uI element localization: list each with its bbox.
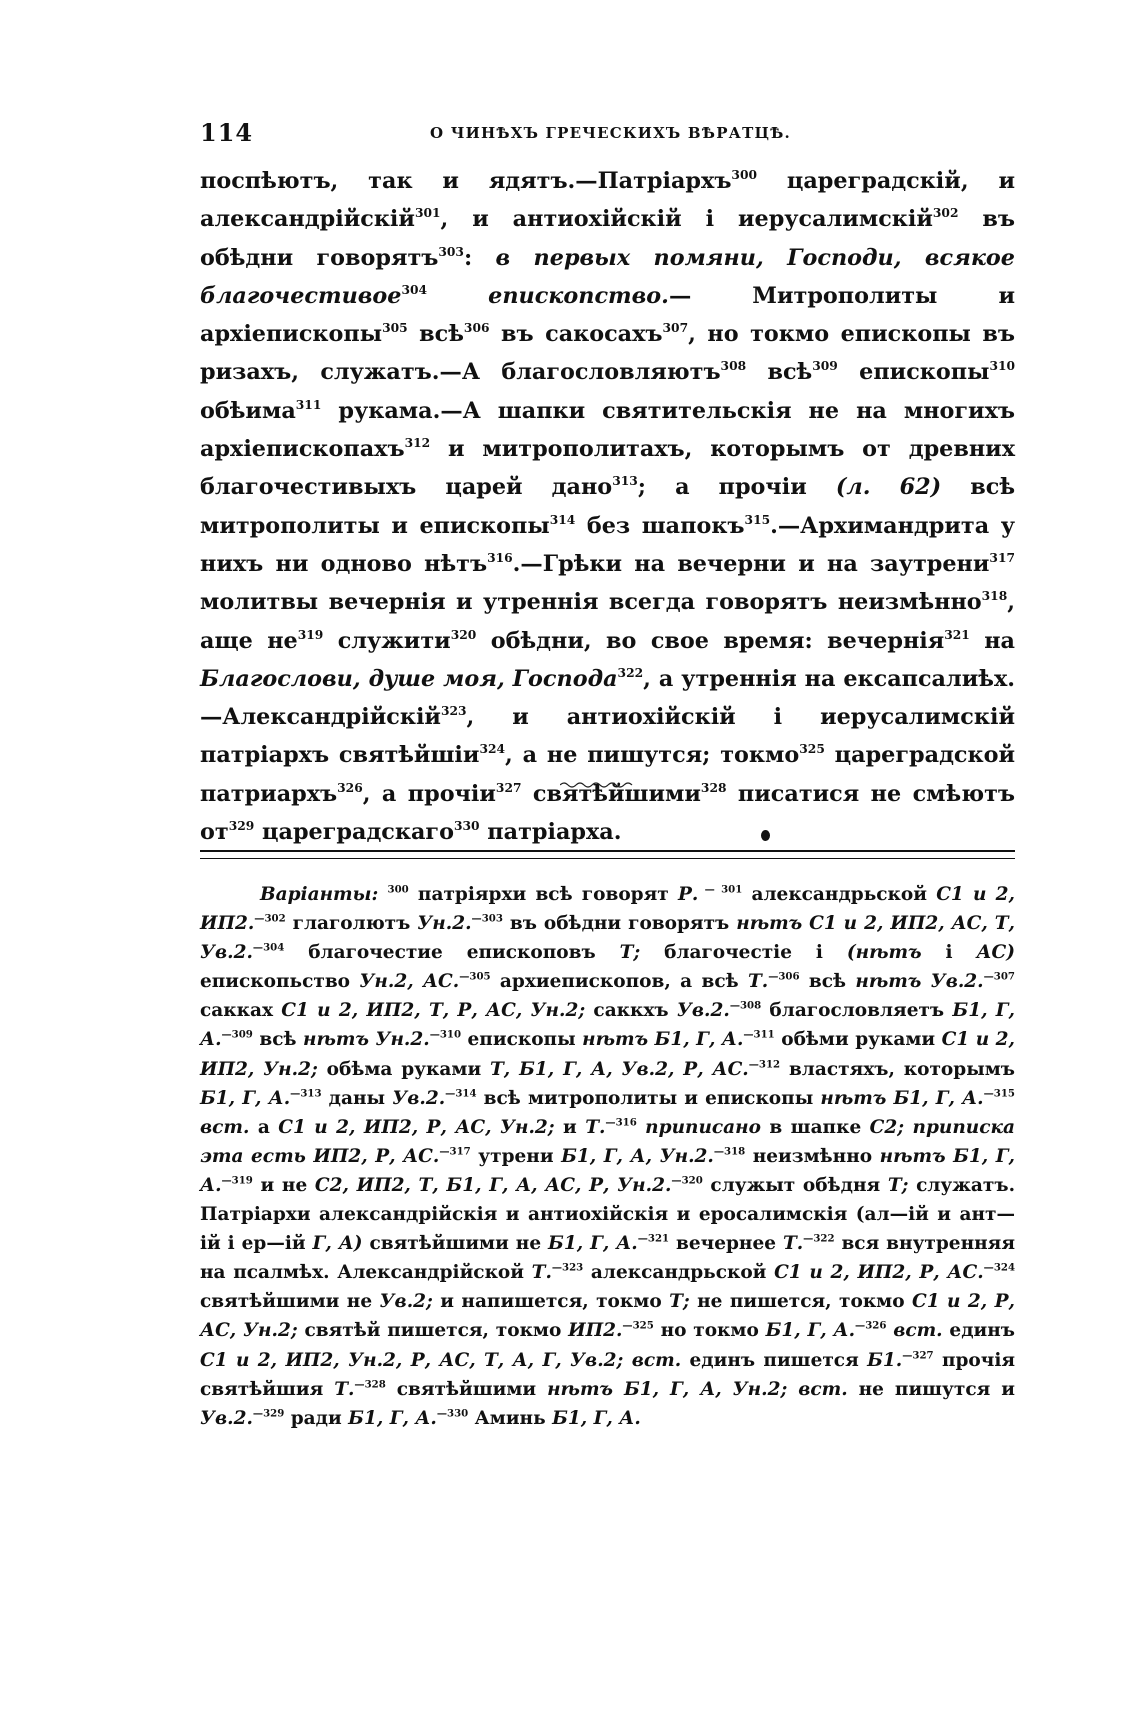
siglum: С1 и 2, ИП2, Р, АС. — [774, 1262, 984, 1284]
text-run: рукама.—А шапки святительскія не на многихъ архіепископахъ — [200, 397, 1015, 463]
text-run: і — [921, 942, 977, 964]
variant-ref: —330 — [436, 1407, 469, 1420]
footnote-ref: 317 — [989, 549, 1015, 565]
text-run: вся внутренняя на псалмѣх. Александрійской — [200, 1233, 1015, 1284]
text-run: единъ — [942, 1320, 1015, 1342]
variant-ref: —306 — [768, 970, 800, 983]
text-run: всѣ — [407, 321, 464, 348]
text-run: даны — [321, 1087, 393, 1109]
section-ornament — [560, 780, 634, 788]
text-run: неизмѣнно — [745, 1145, 880, 1167]
text-run: всѣ — [252, 1029, 303, 1051]
variant-ref: —324 — [983, 1261, 1016, 1274]
text-run: александрьской — [583, 1262, 775, 1284]
siglum: Т. — [334, 1378, 355, 1400]
siglum: вст. — [886, 1320, 943, 1342]
text-run: благочестие епископовъ — [284, 942, 620, 964]
text-run: цареградской патриархъ — [200, 742, 1016, 807]
variant-ref: —304 — [252, 941, 285, 954]
siglum: нѣтъ Б1, Г, А. — [820, 1087, 984, 1109]
variant-ref: —321 — [637, 1232, 670, 1245]
siglum: С1 и 2, ИП2, Р, АС, Ун.2; — [278, 1116, 555, 1138]
siglum: С1 и 2, ИП2. — [200, 884, 1015, 935]
text-run: епископы — [837, 359, 990, 386]
main-text-block — [200, 162, 1015, 851]
footnote-ref: 301 — [414, 205, 441, 221]
siglum: нѣтъ Б1, Г, А. — [200, 1145, 1016, 1196]
siglum: Р. — [677, 884, 699, 905]
text-run: , и антиохійскій і иерусалимскій патріархъ святѣйшіи — [200, 704, 1015, 769]
text-run: — Митрополиты и архіепископы — [200, 282, 1015, 348]
running-head: О ЧИНѢХЪ ГРЕЧЕСКИХЪ ВѢРАТЦѢ. — [430, 124, 791, 142]
footnote-ref: 323 — [440, 702, 467, 718]
siglum: Б1, Г, А. — [548, 1233, 638, 1255]
siglum: Т; — [619, 942, 641, 964]
variant-ref: —326 — [855, 1319, 887, 1332]
footnote-ref: 325 — [799, 741, 825, 757]
text-run: прочія святѣйшия — [200, 1349, 1016, 1400]
siglum: АС) — [976, 942, 1015, 964]
text-run: благочестіе і — [640, 942, 847, 964]
main-paragraph — [200, 162, 1015, 851]
footnote-ref: 302 — [932, 205, 959, 221]
siglum: Ув.2. — [676, 1000, 730, 1022]
text-run: не пишется, токмо — [689, 1291, 913, 1313]
text-run: .—Грѣки на вечерни и на заутрени — [512, 550, 990, 577]
text-run: , и антиохійскій і иерусалимскій — [440, 206, 933, 233]
siglum: Т. — [747, 971, 769, 993]
text-run: , аще не — [200, 589, 1015, 654]
siglum: Б1, Г, А. — [765, 1320, 856, 1342]
variant-ref: —303 — [471, 912, 503, 925]
text-run: саккхъ — [585, 1000, 677, 1022]
variant-ref: —307 — [983, 970, 1015, 983]
text-run: глаголютъ — [285, 913, 418, 935]
variant-ref: —323 — [551, 1261, 584, 1274]
text-run: , но токмо епископы въ ризахъ, служатъ.—А благословляютъ — [200, 321, 1015, 386]
siglum: Ув.2; — [379, 1291, 433, 1313]
footnote-ref: 319 — [297, 626, 324, 642]
siglum: ИП2. — [568, 1320, 623, 1342]
siglum: Ув.2. — [392, 1087, 446, 1109]
text-run: служыт обѣдня — [702, 1174, 888, 1196]
text-run: святѣйшими не — [200, 1291, 380, 1313]
siglum: Б1, Г, А, Ун.2. — [561, 1145, 714, 1167]
variant-ref: —325 — [622, 1319, 654, 1332]
footnote-ref: 303 — [438, 243, 464, 259]
page-header — [200, 118, 1015, 158]
text-run: утрени — [470, 1145, 562, 1167]
siglum: Б1, Г, А. — [348, 1407, 437, 1429]
text-run: , а утреннія на ексапсалиѣх.—Александрійскій — [200, 665, 1015, 731]
siglum: Т; — [669, 1291, 690, 1313]
text-run: патріарха. — [479, 819, 622, 846]
siglum: Т. — [585, 1116, 606, 1138]
siglum: С1 и 2, Р, АС, Ун.2; — [200, 1291, 1015, 1342]
footnote-ref: 305 — [382, 320, 408, 335]
text-run: Аминь — [468, 1407, 553, 1429]
variant-ref: —328 — [354, 1377, 386, 1390]
footnote-ref: 306 — [463, 320, 490, 335]
variants-apparatus — [200, 880, 1015, 1433]
text-run: обѣдни, во свое время: вечернія — [476, 627, 945, 654]
variant-ref: —309 — [221, 1028, 253, 1041]
footnote-ref: 321 — [944, 626, 970, 642]
siglum: нѣтъ Ув.2. — [855, 971, 984, 993]
footnote-ref: 307 — [662, 320, 689, 335]
siglum: (нѣтъ — [846, 942, 922, 964]
text-run: александрьской — [742, 884, 937, 905]
text-run: молитвы вечернія и утреннія всегда говорятъ неизмѣнно — [200, 589, 982, 616]
variant-ref: —329 — [252, 1407, 285, 1420]
siglum: Б1, Г, А. — [552, 1407, 641, 1429]
italic-quote: епископство. — [427, 282, 669, 309]
footnote-ref: 310 — [989, 358, 1016, 374]
footnote-divider — [200, 850, 1015, 852]
siglum: нѣтъ Б1, Г, А. — [582, 1029, 744, 1051]
footnote-ref: 324 — [479, 741, 506, 757]
text-run: властяхъ, которымъ — [780, 1058, 1015, 1080]
siglum: нѣтъ Ун.2. — [303, 1029, 430, 1051]
variant-ref: —312 — [748, 1057, 781, 1070]
variant-ref: —310 — [429, 1028, 462, 1041]
text-run: и напишется, токмо — [432, 1291, 670, 1313]
text-run: въ обѣдни говорятъ — [200, 206, 1016, 271]
variant-ref: 300 — [387, 883, 409, 896]
footnote-ref: 330 — [453, 817, 480, 833]
siglum: С2, ИП2, Т, Б1, Г, А, АС, Р, Ун.2. — [314, 1174, 672, 1196]
footnote-ref: 309 — [812, 358, 838, 374]
text-run: и митрополитахъ, которымъ от древних благочестивыхъ царей дано — [200, 436, 1015, 501]
footnote-ref: 308 — [720, 358, 747, 374]
siglum: Ун.2, АС. — [359, 971, 460, 993]
text-run: архиепископов, а всѣ — [490, 971, 748, 993]
bullet-mark — [761, 830, 770, 841]
text-run: всѣ — [746, 359, 813, 386]
text-run: обѣма руками — [317, 1058, 491, 1080]
text-run: благословляетъ — [761, 1000, 953, 1022]
siglum: Б1, Г, А. — [200, 1000, 1015, 1051]
variant-ref: —317 — [439, 1145, 471, 1158]
text-run: въ сакосахъ — [489, 321, 663, 348]
variant-ref: —316 — [605, 1116, 637, 1129]
text-run: в шапке — [761, 1116, 870, 1138]
text-run: цареградскаго — [254, 819, 454, 846]
variant-ref: —319 — [221, 1174, 253, 1187]
text-run: всѣ — [799, 971, 856, 993]
text-run: но токмо — [653, 1320, 766, 1342]
footnote-ref: 329 — [228, 817, 255, 833]
text-run: без шапокъ — [575, 512, 745, 539]
text-run: и — [554, 1116, 586, 1138]
text-run: ради — [284, 1407, 349, 1429]
footnote-ref: 328 — [700, 779, 727, 795]
siglum: Т, Б1, Г, А, Ув.2, Р, АС. — [490, 1058, 749, 1080]
page-number: 114 — [200, 118, 254, 147]
footnote-ref: 304 — [401, 281, 428, 297]
text-run: святѣйшими не — [362, 1233, 549, 1255]
variant-ref: — 301 — [698, 883, 743, 896]
siglum: нѣтъ Б1, Г, А, Ун.2; вст. — [547, 1378, 848, 1400]
text-run: , а не пишутся; токмо — [505, 742, 800, 769]
footnote-ref: 322 — [617, 664, 644, 680]
text-run: святѣйшими — [521, 780, 701, 807]
footnote-ref: 327 — [495, 779, 522, 795]
siglum: Ув.2. — [200, 1407, 253, 1429]
text-run: .—Архимандрита у нихъ ни одново нѣтъ — [200, 512, 1015, 577]
footnote-ref: 312 — [404, 434, 431, 450]
text-run: святѣй пишется, токмо — [297, 1320, 569, 1342]
text-run: въ обѣдни говорятъ — [502, 913, 737, 935]
siglum: Г, А) — [312, 1233, 363, 1255]
siglum: Б1, Г, А. — [200, 1087, 291, 1109]
siglum: приписано — [636, 1116, 761, 1138]
siglum: Ун.2. — [417, 913, 472, 935]
siglum: С1 и 2, ИП2, Ун.2, Р, АС, Т, А, Г, Ув.2; вст. — [200, 1349, 682, 1371]
variant-ref: —327 — [902, 1348, 934, 1361]
text-run: служити — [323, 627, 451, 654]
text-run: ; а прочіи — [637, 474, 836, 501]
text-run: : — [463, 244, 496, 271]
siglum: С1 и 2, ИП2, Т, Р, АС, Ун.2; — [281, 1000, 586, 1022]
text-run: а — [249, 1116, 279, 1138]
text-run: и не — [252, 1174, 315, 1196]
footnote-ref: 318 — [981, 588, 1008, 604]
variant-ref: —322 — [803, 1232, 835, 1245]
footnote-ref: 320 — [450, 626, 477, 642]
variants-label: Варіанты: — [260, 884, 379, 905]
footnote-ref: 311 — [295, 396, 322, 412]
text-run: служатъ. Патріархи александрійскія и антиохійскія и еросалимскія (ал—ій и ант—ій і ер—ій — [200, 1174, 1016, 1255]
siglum: С2; приписка эта есть ИП2, Р, АС. — [200, 1116, 1016, 1167]
variant-ref: —305 — [459, 970, 491, 983]
text-run: обѣми руками — [774, 1029, 942, 1051]
text-run: единъ пишется — [681, 1349, 868, 1371]
variant-ref: —315 — [983, 1087, 1015, 1100]
text-run: святѣйшими — [385, 1378, 548, 1400]
text-run: патріярхи всѣ говорят — [408, 884, 678, 905]
variants-paragraph — [200, 880, 1015, 1433]
folio-marker: (л. 62) — [835, 474, 942, 501]
italic-quote: Благослови, душе моя, Господа — [200, 665, 618, 692]
variant-ref: —302 — [254, 912, 286, 925]
siglum: Т; — [887, 1174, 909, 1196]
footnote-ref: 326 — [337, 779, 363, 795]
footnote-ref: 314 — [549, 511, 576, 527]
variant-ref: —308 — [729, 999, 762, 1012]
text-run: на — [969, 627, 1015, 654]
siglum: вст. — [200, 1116, 250, 1138]
variant-ref: —313 — [290, 1087, 322, 1100]
variant-ref: —311 — [743, 1028, 775, 1041]
text-run: сакках — [200, 1000, 282, 1022]
text-run: вечернее — [669, 1233, 783, 1255]
text-run: всѣ митрополиты и епископы — [200, 474, 1015, 539]
text-run: епископы — [461, 1029, 583, 1051]
text-run: епископьство — [200, 971, 360, 993]
siglum: нѣтъ С1 и 2, ИП2, АС, Т, Ув.2. — [200, 913, 1015, 964]
variant-ref: —318 — [713, 1145, 746, 1158]
text-run: поспѣютъ, так и ядятъ.—Патріархъ — [200, 168, 732, 194]
variant-ref: —320 — [671, 1174, 703, 1187]
text-run: обѣима — [200, 397, 296, 424]
siglum: Т. — [782, 1233, 804, 1255]
footnote-divider-thin — [200, 858, 1015, 859]
footnote-ref: 313 — [612, 473, 638, 489]
variant-ref: —314 — [445, 1087, 477, 1100]
text-run: цареградскій, и александрійскій — [200, 168, 1015, 233]
footnote-ref: 316 — [487, 549, 513, 565]
siglum: Т. — [531, 1262, 552, 1284]
siglum: С1 и 2, ИП2, Ун.2; — [200, 1029, 1015, 1080]
italic-quote: в первых помяни, Господи, всякое благочестивое — [200, 244, 1015, 309]
text-run: , а прочіи — [362, 780, 496, 807]
text-run: не пишутся и — [847, 1378, 1015, 1400]
text-run: всѣ митрополиты и епископы — [476, 1087, 821, 1109]
text-run: писатися не смѣютъ от — [200, 780, 1015, 846]
footnote-ref: 300 — [731, 166, 757, 182]
siglum: Б1. — [867, 1349, 903, 1371]
footnote-ref: 315 — [744, 511, 771, 527]
